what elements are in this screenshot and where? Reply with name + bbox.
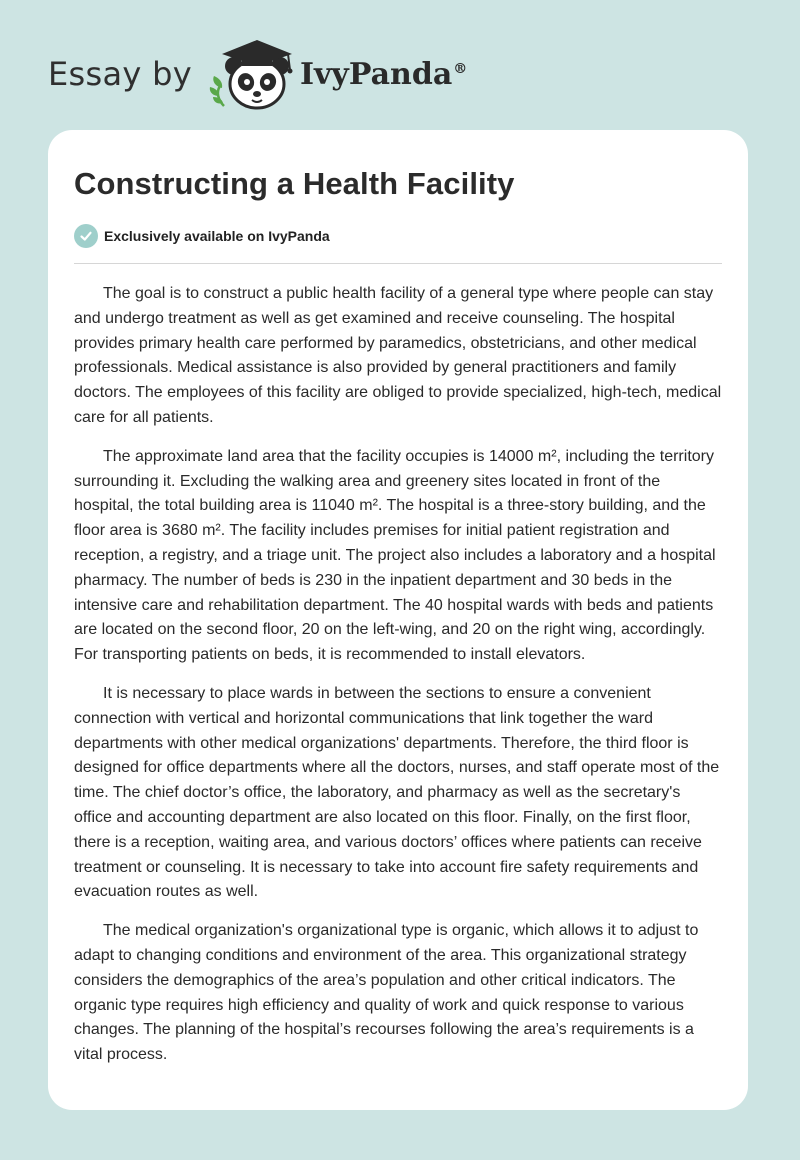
page-title: Constructing a Health Facility [74, 166, 515, 201]
paragraph: The goal is to construct a public health facility of a general type where people can stay and undergo treatment as well as get examined and receive counseling. The hospital provides primary health care performed by paramedics, obstetricians, and other medical professionals. Medical assistance is also provided by general practitioners and family doctors. The employees of this facility are obliged to provide specialized, high-tech, medical care for all patients. [74, 285, 722, 426]
paragraph: It is necessary to place wards in between the sections to ensure a convenient connection with vertical and horizontal communications that link together the ward departments with other medical organizations' departments. Therefore, the third floor is designed for office departments where all the doctors, nurses, and staff operate most of the time. The chief doctor’s office, the laboratory, and pharmacy as well as the secretary's office and accounting department are also located on this floor. Finally, on the first floor, there is a reception, waiting area, and various doctors’ offices where patients can receive treatment or counseling. It is necessary to take into account fire safety requirements and evacuation routes as well. [74, 684, 720, 901]
essay-by-label: Essay by [48, 55, 192, 93]
brand-name[interactable]: IvyPanda® [299, 56, 468, 92]
site-header [48, 36, 467, 112]
essay-body [74, 282, 722, 1068]
exclusive-badge [74, 224, 722, 248]
paragraph: The medical organization's organizational type is organic, which allows it to adjust to adapt to changing conditions and environment of the area. This organizational strategy considers the demographics of the area’s population and other critical indicators. The organic type requires high efficiency and quality of work and quick response to various changes. The planning of the hospital’s recourses following the area’s requirements is a vital process. [74, 922, 699, 1064]
check-icon [74, 224, 98, 248]
paragraph: The approximate land area that the facility occupies is 14000 m², including the territory surrounding it. Excluding the walking area and greenery sites located in front of the hospital, the total building area is 11040 m². The hospital is a three-story building, and the floor area is 3680 m². The facility includes premises for initial patient registration and reception, a registry, and a triage unit. The project also includes a laboratory and a hospital pharmacy. The number of beds is 230 in the inpatient department and 30 beds in the intensive care and rehabilitation department. The 40 hospital wards with beds and patients are located on the second floor, 20 on the left-wing, and 20 on the right wing, accordingly. For transporting patients on beds, it is recommended to install elevators. [74, 447, 716, 664]
essay-card [48, 130, 748, 1110]
panda-graduate-icon[interactable] [206, 36, 298, 112]
divider [74, 263, 722, 264]
badge-text: Exclusively available on IvyPanda [104, 228, 330, 244]
registered-mark: ® [453, 60, 468, 77]
